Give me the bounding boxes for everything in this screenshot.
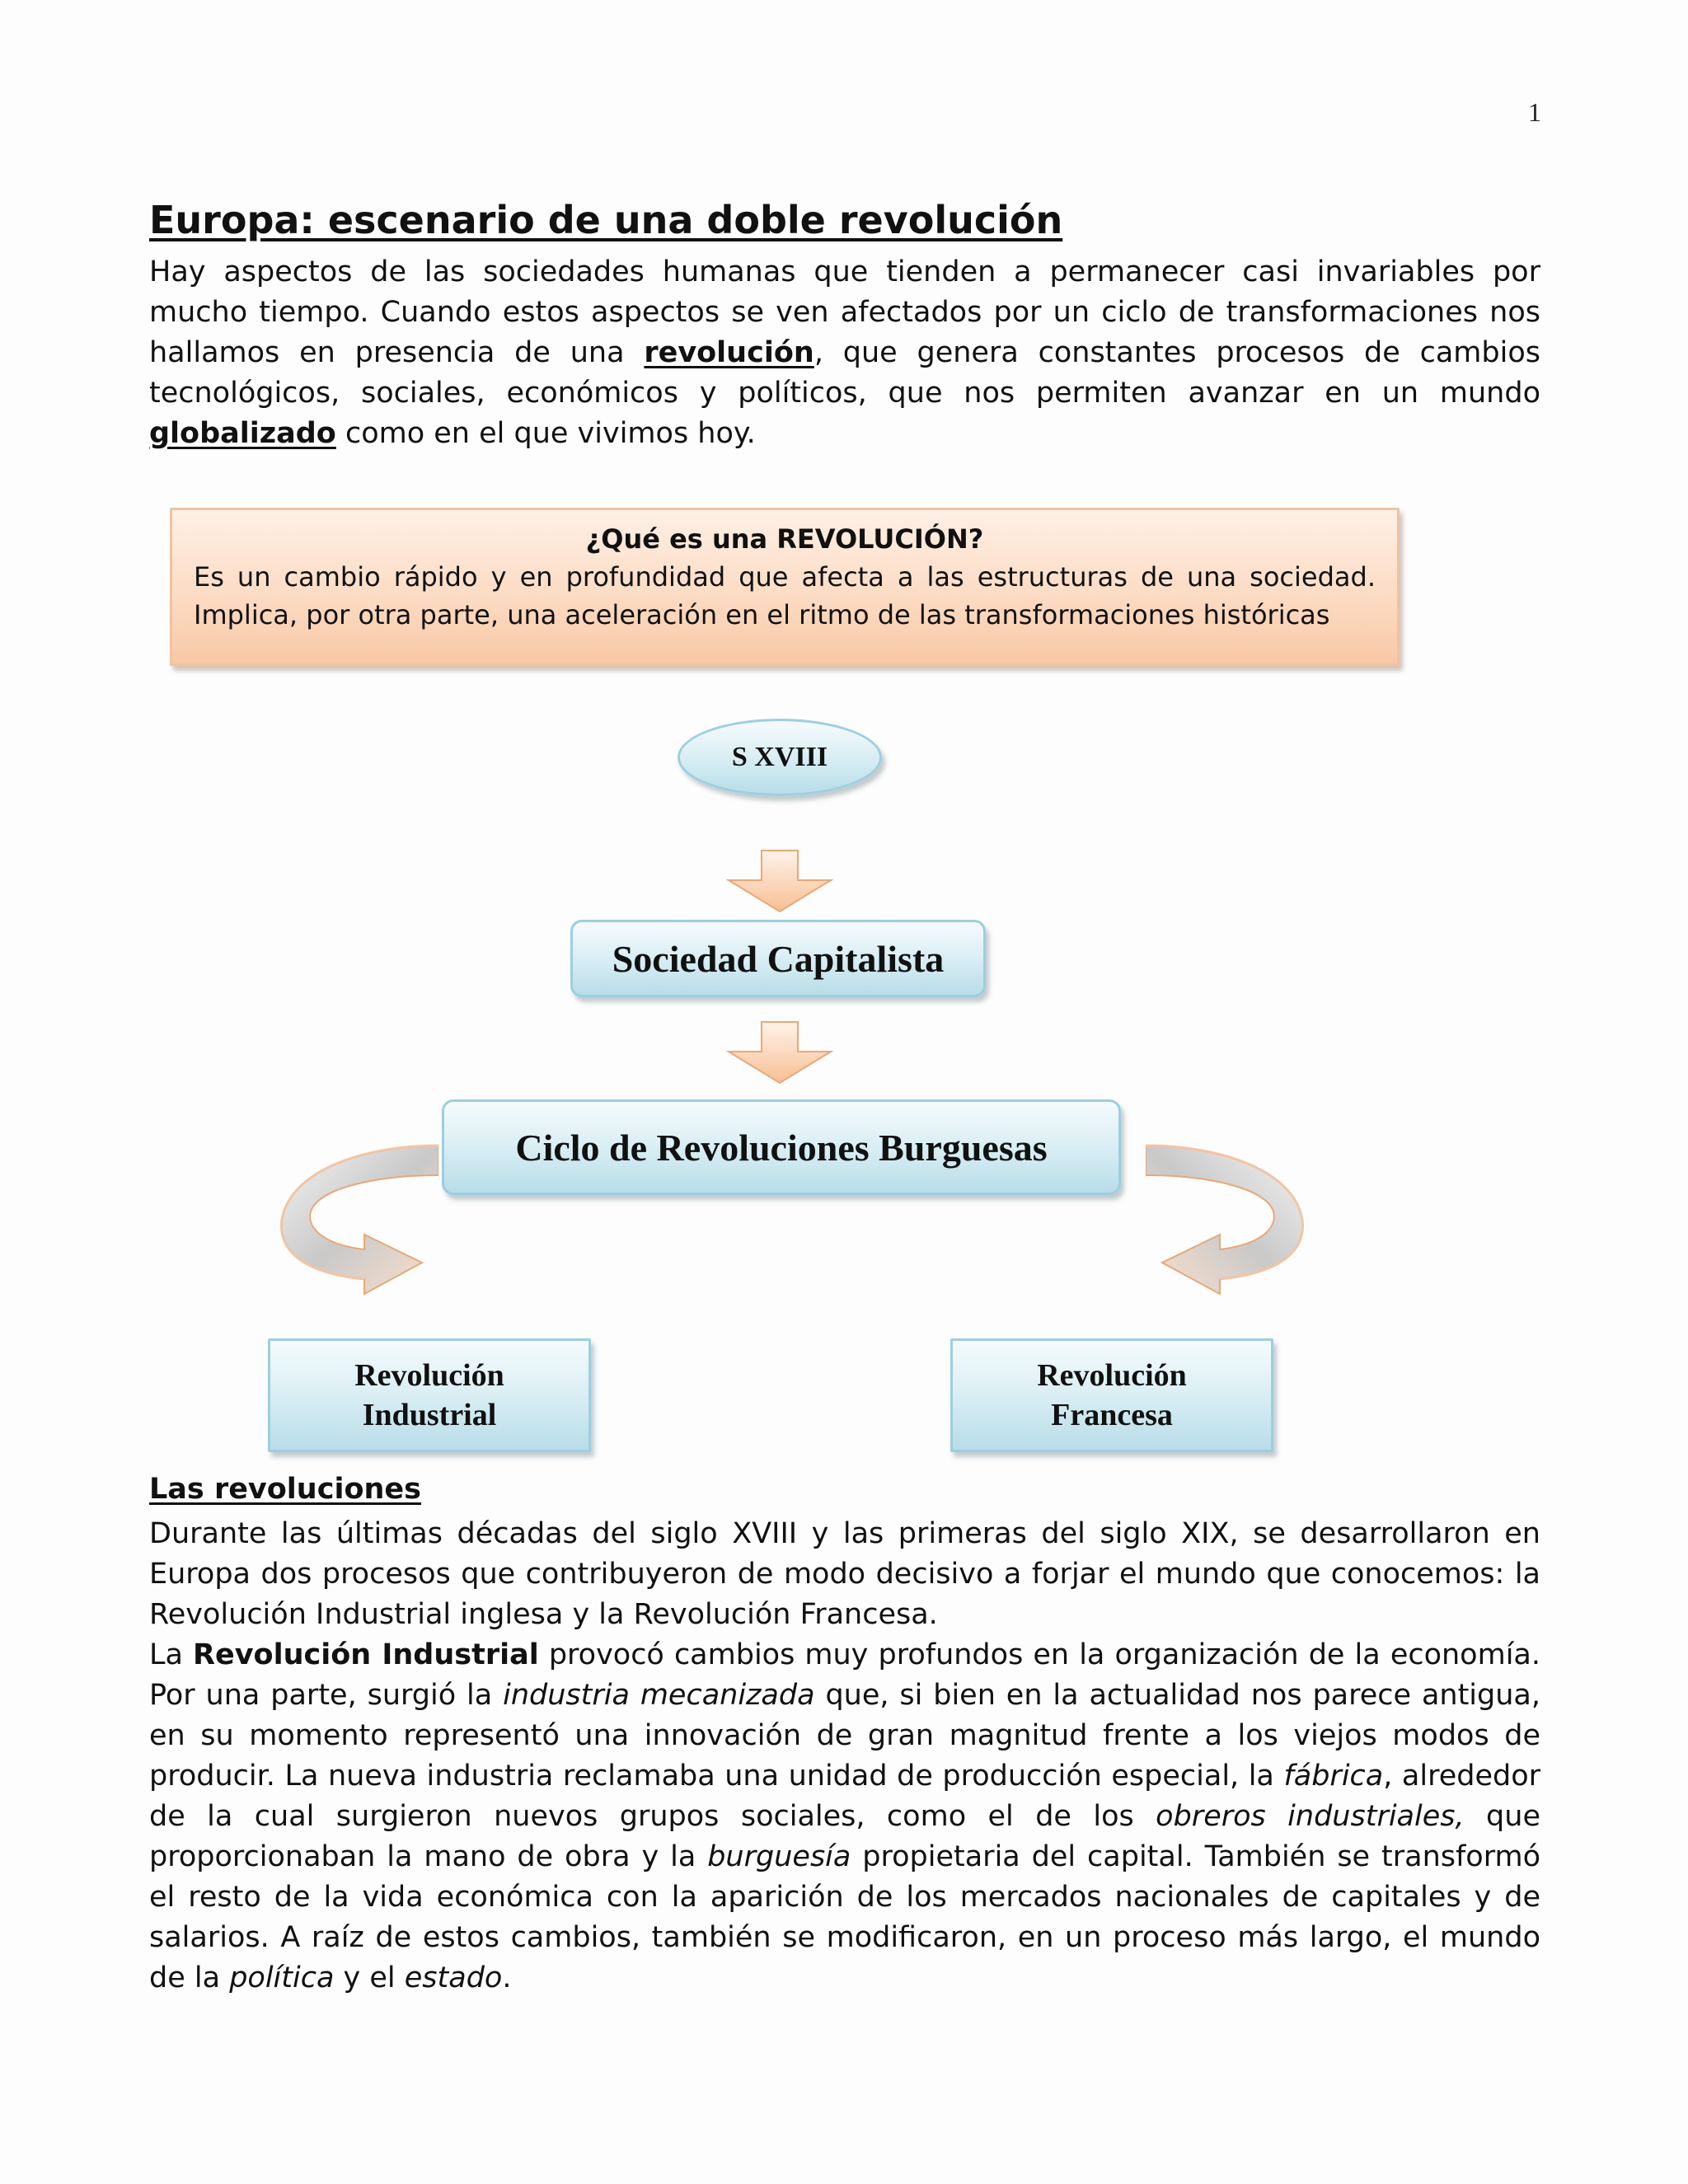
p2-term-obreros: obreros industriales, <box>1156 1800 1465 1833</box>
down-arrow-2 <box>722 1020 837 1086</box>
down-arrow-2-shape <box>729 1022 831 1083</box>
definition-title: ¿Qué es una REVOLUCIÓN? <box>585 523 984 555</box>
intro-text-3: como en el que vivimos hoy. <box>335 417 756 450</box>
down-arrow-1-shape <box>729 851 831 912</box>
page-number: 1 <box>1528 97 1541 127</box>
p2-text-c: provocó cambios muy profundos en la organización de la economía. Por una parte, surgió la <box>149 1638 1540 1712</box>
p2-term-politica: política <box>229 1961 335 1994</box>
ciclo-revoluciones-box: Ciclo de Revoluciones Burguesas <box>442 1099 1121 1195</box>
revolucion-industrial-line1: Revolución <box>354 1358 504 1393</box>
curved-arrow-right-body <box>1146 1146 1302 1294</box>
term-revolucion: revolución <box>644 336 814 369</box>
p2-text-i: que proporcionaban la mano de obra y la <box>149 1800 1540 1873</box>
revolucion-francesa-line2: Francesa <box>1051 1398 1173 1432</box>
revolucion-industrial-line2: Industrial <box>362 1398 497 1432</box>
definition-callout <box>170 508 1400 666</box>
page-title: Europa: escenario de una doble revolución <box>149 198 1063 242</box>
curved-arrow-left <box>274 1129 438 1335</box>
curved-arrow-left-body <box>282 1146 438 1294</box>
p2-term-burguesia: burguesía <box>707 1840 851 1873</box>
p2-text-g: , alrededor de la cual surgieron nuevos grupos sociales, como el de los <box>149 1760 1540 1833</box>
sociedad-capitalista-box: Sociedad Capitalista <box>570 920 986 997</box>
p2-text-k: propietaria del capital. También se transformó el resto de la vida económica con la aparición de los mercados nacionales de capitales y de salarios. A raíz de estos cambios, también se modificaron, en un proceso más largo, el mundo de la <box>149 1840 1541 1994</box>
down-arrow-1 <box>722 849 837 915</box>
p2-term-estado: estado <box>404 1961 503 1994</box>
p2-text-m: y el <box>334 1961 405 1994</box>
century-oval: S XVIII <box>678 719 882 796</box>
p2-term-fabrica: fábrica <box>1283 1760 1384 1793</box>
revolucion-francesa-line1: Revolución <box>1037 1358 1187 1393</box>
intro-text-1: Hay aspectos de las sociedades humanas que tienden a permanecer casi invariables por mucho tiempo. Cuando estos aspectos se ven afectados por un ciclo de transformaciones nos hallamos en presencia de una <box>149 255 1540 369</box>
p2-term-industria-mecanizada: industria mecanizada <box>503 1679 815 1712</box>
term-globalizado: globalizado <box>149 417 336 450</box>
revolucion-francesa-box <box>950 1338 1273 1452</box>
p2-text-e: que, si bien en la actualidad nos parece antigua, en su momento representó una innovación de gran magnitud frente a los viejos modos de producir. La nueva industria reclamaba una unidad de producción especial, la <box>149 1679 1540 1793</box>
intro-paragraph <box>149 252 1540 454</box>
section-paragraph-2 <box>149 1635 1540 1999</box>
section-paragraph-1: Durante las últimas décadas del siglo XVIII y las primeras del siglo XIX, se desarrollaron en Europa dos procesos que contribuyeron de modo decisivo a forjar el mundo que conocemos: la Revolución Industrial inglesa y la Revolución Francesa. <box>149 1517 1540 1631</box>
intro-text-2: , que genera constantes procesos de cambios tecnológicos, sociales, económicos y políticos, que nos permiten avanzar en un mundo <box>149 336 1540 410</box>
p2-text-a: La <box>149 1638 194 1671</box>
p2-term-revolucion-industrial: Revolución Industrial <box>193 1638 539 1671</box>
p2-text-o: . <box>502 1961 512 1994</box>
revolucion-industrial-box <box>268 1338 591 1452</box>
section-title: Las revoluciones <box>149 1473 421 1506</box>
curved-arrow-right <box>1146 1129 1311 1335</box>
definition-text: Es un cambio rápido y en profundidad que afecta a las estructuras de una sociedad. Implica, por otra parte, una aceleración en el ritmo de las transformaciones históricas <box>194 561 1376 630</box>
